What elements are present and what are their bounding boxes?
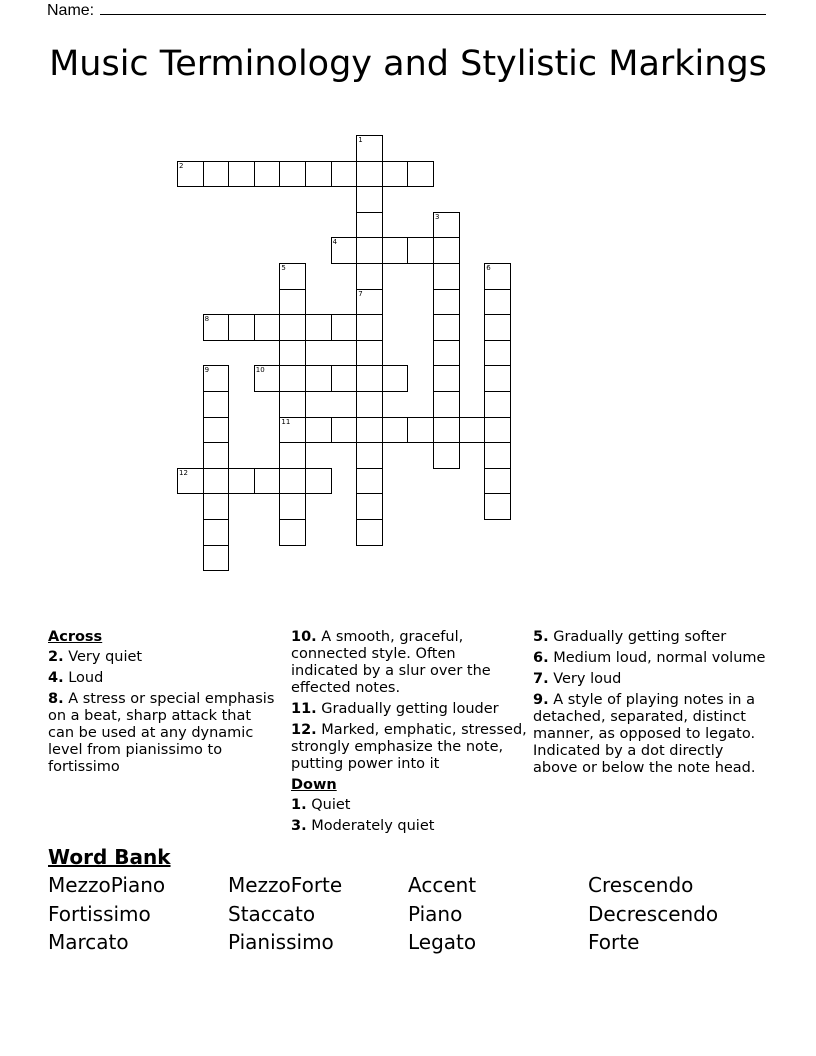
word-bank-item: Decrescendo [588,902,719,926]
crossword-cell[interactable] [382,161,409,188]
crossword-cell[interactable] [305,161,332,188]
clues-column-2 [291,629,527,839]
crossword-cell[interactable] [254,314,281,341]
word-bank-item: Accent [408,873,477,897]
crossword-cell[interactable] [254,365,281,392]
crossword-cell[interactable] [433,340,460,367]
clues-column-1 [48,629,280,780]
crossword-cell[interactable] [433,212,460,239]
word-bank-item: Pianissimo [228,930,334,954]
clue-down-1: 1. Quiet [291,797,351,813]
crossword-cell[interactable] [356,340,383,367]
clue-across-11: 11. Gradually getting louder [291,701,499,717]
crossword-cell[interactable] [459,417,486,444]
crossword-cell[interactable] [203,493,230,520]
crossword-cell[interactable] [407,237,434,264]
down-heading: Down [291,777,337,793]
crossword-cell[interactable] [254,161,281,188]
crossword-cell[interactable] [484,391,511,418]
crossword-cell[interactable] [356,289,383,316]
crossword-cell[interactable] [203,442,230,469]
crossword-cell[interactable] [203,545,230,572]
crossword-cell[interactable] [203,417,230,444]
crossword-cell[interactable] [331,417,358,444]
word-bank-item: Forte [588,930,640,954]
cell-number: 9 [204,366,210,375]
crossword-cell[interactable] [228,314,255,341]
crossword-cell[interactable] [356,442,383,469]
crossword-cell[interactable] [433,289,460,316]
crossword-cell[interactable] [484,314,511,341]
crossword-cell[interactable] [305,365,332,392]
crossword-cell[interactable] [433,442,460,469]
word-bank-item: MezzoForte [228,873,343,897]
crossword-cell[interactable] [177,161,204,188]
crossword-cell[interactable] [433,237,460,264]
clue-down-3: 3. Moderately quiet [291,818,435,834]
crossword-cell[interactable] [356,186,383,213]
crossword-cell[interactable] [331,314,358,341]
crossword-cell[interactable] [203,161,230,188]
clue-across-12: 12. Marked, emphatic, stressed, strongly emphasize the note, putting power into it [291,722,527,772]
crossword-cell[interactable] [356,493,383,520]
cell-number: 10 [255,366,265,375]
word-bank-item: MezzoPiano [48,873,166,897]
cell-number: 1 [358,136,363,144]
crossword-cell[interactable] [356,212,383,239]
crossword-cell[interactable] [433,314,460,341]
word-bank-item: Crescendo [588,873,694,897]
crossword-cell[interactable] [203,391,230,418]
clue-down-9: 9. A style of playing notes in a detached, separated, distinct manner, as opposed to legato. Indicated by a dot directly above or below the note head. [533,692,756,776]
cell-number: 5 [281,264,286,272]
clue-across-8: 8. A stress or special emphasis on a beat, sharp attack that can be used at any dynamic level from pianissimo to fortissimo [48,691,275,775]
crossword-cell[interactable] [484,417,511,444]
crossword-cell[interactable] [433,263,460,290]
crossword-cell[interactable] [382,237,409,264]
crossword-cell[interactable] [407,417,434,444]
crossword-cell[interactable] [382,365,409,392]
crossword-cell[interactable] [433,417,460,444]
clues-column-3 [533,629,769,781]
cell-number: 12 [179,468,188,477]
word-bank-item: Piano [408,902,463,926]
crossword-cell[interactable] [279,417,306,444]
crossword-cell[interactable] [279,519,306,546]
cell-number: 11 [281,417,291,426]
crossword-cell[interactable] [382,417,409,444]
crossword-cell[interactable] [203,468,230,495]
crossword-cell[interactable] [356,365,383,392]
clue-down-5: 5. Gradually getting softer [533,629,727,645]
crossword-cell[interactable] [356,263,383,290]
crossword-cell[interactable] [484,263,511,290]
crossword-cell[interactable] [484,365,511,392]
crossword-cell[interactable] [279,391,306,418]
crossword-cell[interactable] [484,289,511,316]
cell-number: 8 [204,315,210,324]
crossword-cell[interactable] [279,161,306,188]
cell-number: 2 [179,161,184,170]
word-bank-item: Fortissimo [48,902,151,926]
crossword-cell[interactable] [433,391,460,418]
crossword-cell[interactable] [356,135,383,162]
crossword-cell[interactable] [279,365,306,392]
crossword-cell[interactable] [331,365,358,392]
crossword-cell[interactable] [305,417,332,444]
crossword-cell[interactable] [484,468,511,495]
crossword-cell[interactable] [279,289,306,316]
crossword-cell[interactable] [331,161,358,188]
crossword-cell[interactable] [203,519,230,546]
crossword-cell[interactable] [356,468,383,495]
crossword-cell[interactable] [228,161,255,188]
cell-number: 7 [358,289,363,298]
crossword-cell[interactable] [279,340,306,367]
crossword-cell[interactable] [305,314,332,341]
crossword-cell[interactable] [177,468,204,495]
cell-number: 6 [486,264,491,272]
crossword-cell[interactable] [279,468,306,495]
crossword-cell[interactable] [356,417,383,444]
clue-across-4: 4. Loud [48,670,104,686]
crossword-cell[interactable] [279,263,306,290]
clue-across-10: 10. A smooth, graceful, connected style. Often indicated by a slur over the effected notes. [291,629,491,696]
crossword-cell[interactable] [305,468,332,495]
crossword-cell[interactable] [356,391,383,418]
crossword-cell[interactable] [203,365,230,392]
clue-down-6: 6. Medium loud, normal volume [533,650,766,666]
clue-across-2: 2. Very quiet [48,649,143,665]
crossword-cell[interactable] [279,442,306,469]
crossword-cell[interactable] [484,340,511,367]
cell-number: 4 [332,238,338,247]
clue-down-7: 7. Very loud [533,671,622,687]
crossword-cell[interactable] [356,237,383,264]
crossword-cell[interactable] [228,468,255,495]
word-bank-title: Word Bank [48,845,171,869]
crossword-cell[interactable] [356,314,383,341]
crossword-cell[interactable] [356,519,383,546]
word-bank-item: Marcato [48,930,129,954]
page-title: Music Terminology and Stylistic Markings [49,44,767,84]
crossword-cell[interactable] [356,161,383,188]
word-bank-item: Legato [408,930,477,954]
crossword-cell[interactable] [279,314,306,341]
crossword-cell[interactable] [331,237,358,264]
name-label: Name: [47,2,95,19]
crossword-cell[interactable] [279,493,306,520]
crossword-cell[interactable] [433,365,460,392]
word-bank-item: Staccato [228,902,316,926]
crossword-cell[interactable] [203,314,230,341]
crossword-cell[interactable] [484,493,511,520]
across-heading: Across [48,629,103,645]
crossword-cell[interactable] [484,442,511,469]
cell-number: 3 [435,212,440,221]
crossword-cell[interactable] [407,161,434,188]
crossword-cell[interactable] [254,468,281,495]
